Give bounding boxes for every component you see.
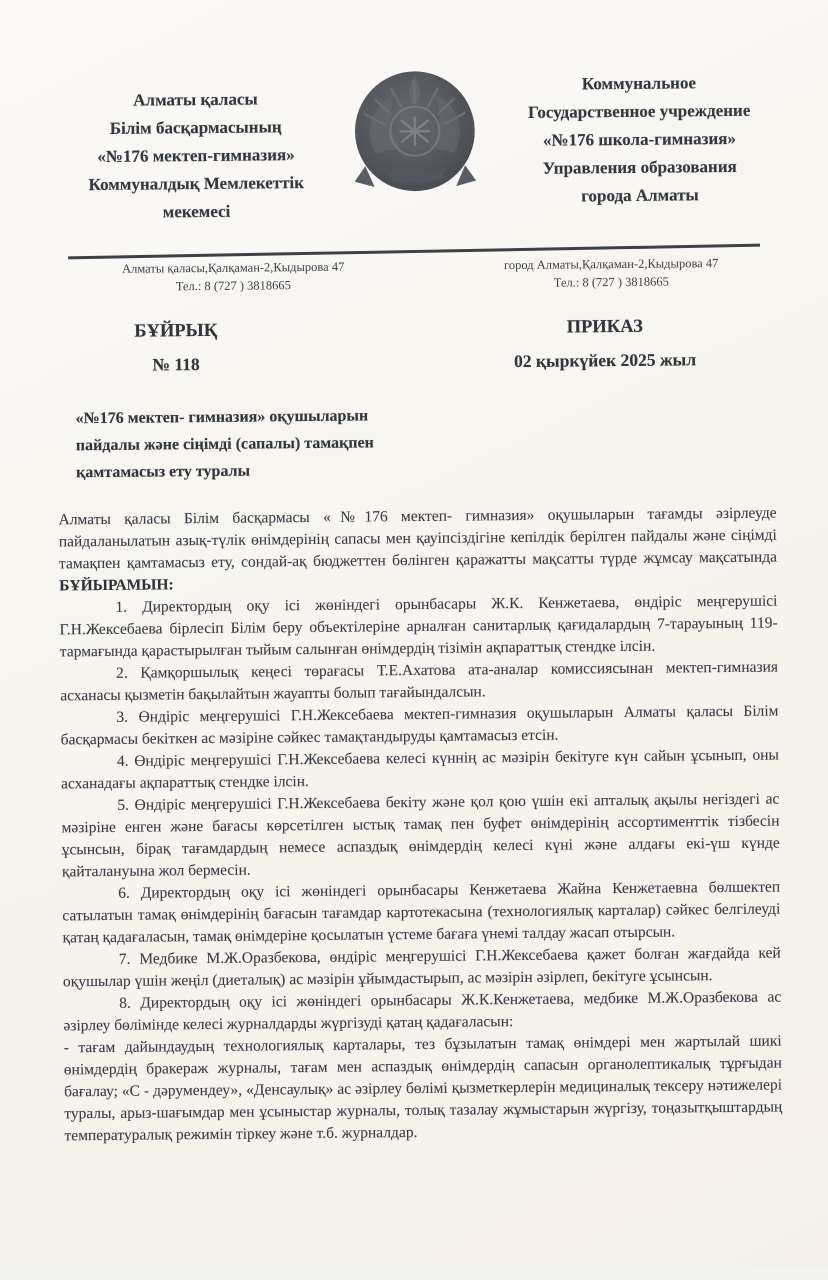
org-ru-line-4: Управления образования	[542, 156, 737, 178]
order-item-3: 3. Өндіріс меңгерушісі Г.Н.Жексебаева мектеп-гимназия оқушыларын Алматы қаласы Білім басқармасы бекіткен ас мәзіріне сәйкес тамақтандыруды қамтамасыз етсін.	[60, 702, 779, 749]
org-kk-line-1: Алматы қаласы	[133, 89, 258, 110]
intro-paragraph	[58, 503, 777, 598]
order-date: 02 қыркүйек 2025 жыл	[513, 349, 697, 372]
phone-kk: Тел.: 8 (727 ) 3818665	[175, 278, 291, 294]
phone-ru: Тел.: 8 (727 ) 3818665	[553, 274, 669, 290]
org-kk-line-4: Коммуналдық Мемлекеттік	[88, 173, 305, 195]
order-item-6: 6. Директордың оқу ісі жөніндегі орынбасары Кенжетаева Жайна Кенжетаевна бөлшектеп сатылатын тамақ өнімдерінің бағасын тағамдар картотекасына (технологиялық карталар) сәйкес белгілеуді қатаң қадағаласын, тамақ өнімдеріне қосылатын үстеме бағаға үнемі талдау жасап отырсын.	[62, 878, 781, 947]
org-name-kazakh	[44, 57, 347, 228]
address-kk: Алматы қаласы,Қалқаман-2,Кыдырова 47	[121, 259, 345, 276]
order-item-8: 8. Директордың оқу ісі жөніндегі орынбасары Ж.К.Кенжетаева, медбике М.Ж.Оразбекова ас әзірлеу бөлімінде келесі журналдарды жүргізуді қатаң қадағаласын:	[63, 988, 782, 1035]
org-ru-line-2: Государственное учреждение	[527, 100, 751, 122]
order-item-7: 7. Медбике М.Ж.Оразбекова, өндіріс меңгерушісі Г.Н.Жексебаева қажет болған жағдайда кей оқушылар үшін жеңіл (диеталық) ас мәзірін ұйымдастырып, ас мәзірін әзірлеп, бекітуге ұсынсын.	[62, 944, 781, 991]
contact-block-kazakh	[58, 257, 408, 296]
letterhead	[0, 52, 826, 228]
scan-edge-artifact	[0, 1267, 828, 1280]
order-head	[0, 313, 827, 378]
address-ru: город Алматы,Қалқаман-2,Кыдырова 47	[503, 256, 719, 273]
order-subject	[75, 401, 528, 486]
order-title-block-ru	[413, 313, 828, 374]
order-item-2: 2. Қамқоршылық кеңесі төрағасы Т.Е.Ахатова ата-аналар комиссиясынан мектеп-гимназия асханасы қызметін бақылайтын жауапты болып тағайындалсын.	[60, 658, 779, 705]
intro-resolution-word: БҰЙЫРАМЫН:	[59, 576, 174, 595]
org-kk-line-3: «№176 мектеп-гимназия»	[97, 145, 295, 167]
subject-line-1: «№176 мектеп- гимназия» оқушыларын	[75, 407, 369, 428]
order-title-block-kk	[0, 317, 413, 378]
org-kk-line-2: Білім басқармасының	[109, 117, 282, 138]
order-item-5: 5. Өндіріс меңгерушісі Г.Н.Жексебаева бекіту және қол қою үшін екі апталық ақылы негіздегі ас мәзіріне енген және бағасы көрсетілген ыстық тамақ пен буфет өнімдерінің ассортименттік тізбесін ұсынсын, бірақ тағамдардың немесе аспаздық өнімдердің келесі күні және алдағы екі-үш күнде қайталануына жол бермесін.	[61, 790, 780, 881]
kazakhstan-emblem-icon	[346, 55, 485, 208]
org-ru-line-3: «№176 школа-гимназия»	[542, 128, 737, 150]
order-title-ru: ПРИКАЗ	[566, 316, 643, 338]
order-item-1: 1. Директордың оқу ісі жөніндегі орынбасары Ж.К. Кенжетаева, өндіріс меңгерушісі Г.Н.Жексебаева бірлесіп Білім беру объектілеріне арналған санитарлық қағидалардың 7-тарауының 119-тармағында қарастырылған тыйым салынған өнімдердің тізімін ақпараттық стендке ілсін.	[59, 592, 778, 661]
org-ru-line-5: города Алматы	[581, 185, 699, 206]
org-name-russian	[483, 52, 795, 211]
intro-text: Алматы қаласы Білім басқармасы «№176 мектеп- гимназия» оқушыларын тағамды әзірлеуде пайдаланылатын азық-түлік өнімдерінің сапасы мен қауіпсіздігіне кепілдік берілген пайдалы және сіңімді тамақпен қамтамасыз ету, сондай-ақ бюджеттен бөлінген қаражатты мақсатты түрде жұмсау мақсатында	[58, 504, 778, 573]
order-item-4: 4. Өндіріс меңгерушісі Г.Н.Жексебаева келесі күннің ас мәзірін бекітуге күн сайын ұсынып, оны асханадағы ақпараттық стендке ілсін.	[61, 746, 779, 793]
subject-line-3: қамтамасыз ету туралы	[76, 462, 251, 482]
org-ru-line-1: Коммунальное	[581, 73, 697, 94]
contact-block-russian	[436, 253, 786, 292]
order-title-kk: БҰЙРЫҚ	[134, 320, 218, 342]
journals-list-paragraph: - тағам дайындаудың технологиялық карталары, тез бұзылатын тамақ өнімдері мен жартылай шикі өнімдердің бракераж журналы, тағам мен аспаздық өнімдердің сапасын органолептикалық тұрғыдан бағалау; «С - дәрумендеу», «Денсаулық» ас әзірлеу бөлімі қызметкерлерін медициналық тексеру нәтижелері туралы, арыз-шағымдар мен ұсыныстар журналы, толық тазалау жұмыстарын жүргізу, тоңазытқыштардың температуралық режимін тіркеу және т.б. журналдар.	[63, 1032, 783, 1145]
order-body	[58, 503, 782, 1148]
org-kk-line-5: мекемесі	[162, 201, 231, 222]
order-number: № 118	[152, 354, 200, 375]
subject-line-2: пайдалы және сіңімді (сапалы) тамақпен	[75, 434, 374, 455]
